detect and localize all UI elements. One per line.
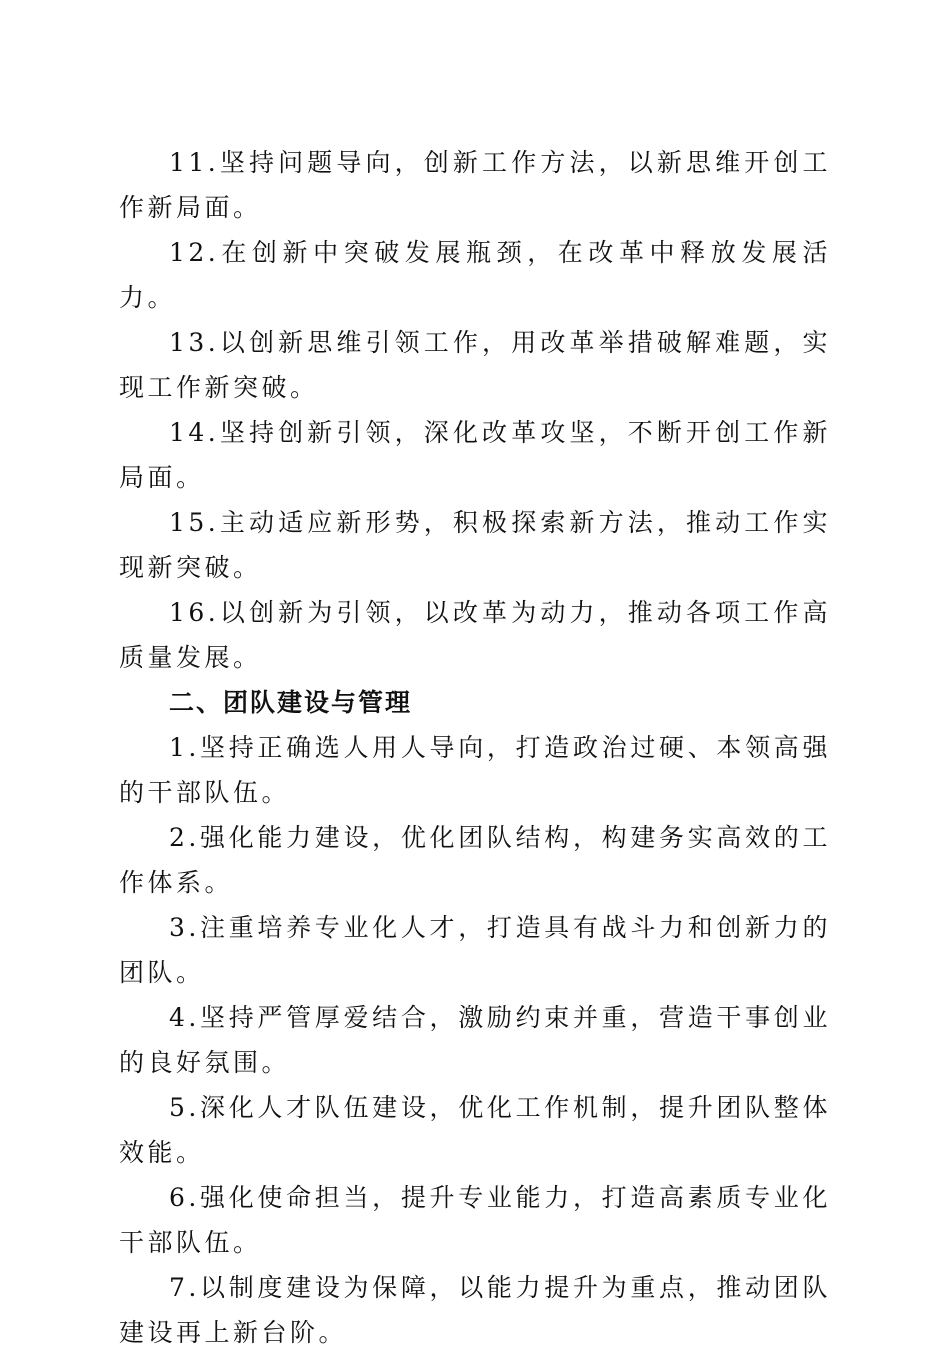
list-item: 2.强化能力建设，优化团队结构，构建务实高效的工作体系。 xyxy=(119,823,831,897)
list-item: 6.强化使命担当，提升专业能力，打造高素质专业化干部队伍。 xyxy=(119,1183,831,1257)
list-item: 4.坚持严管厚爱结合，激励约束并重，营造干事创业的良好氛围。 xyxy=(119,1003,831,1077)
list-item: 12.在创新中突破发展瓶颈，在改革中释放发展活力。 xyxy=(119,238,831,312)
list-item: 15.主动适应新形势，积极探索新方法，推动工作实现新突破。 xyxy=(119,508,831,582)
document-body xyxy=(119,140,831,1355)
list-item: 7.以制度建设为保障，以能力提升为重点，推动团队建设再上新台阶。 xyxy=(119,1273,831,1347)
list-item: 13.以创新思维引领工作，用改革举措破解难题，实现工作新突破。 xyxy=(119,328,831,402)
list-item: 5.深化人才队伍建设，优化工作机制，提升团队整体效能。 xyxy=(119,1093,831,1167)
section-heading: 二、团队建设与管理 xyxy=(169,688,413,717)
list-item: 1.坚持正确选人用人导向，打造政治过硬、本领高强的干部队伍。 xyxy=(119,733,831,807)
list-item: 14.坚持创新引领，深化改革攻坚，不断开创工作新局面。 xyxy=(119,418,831,492)
list-item: 11.坚持问题导向，创新工作方法，以新思维开创工作新局面。 xyxy=(119,148,831,222)
list-item: 16.以创新为引领，以改革为动力，推动各项工作高质量发展。 xyxy=(119,598,831,672)
list-item: 3.注重培养专业化人才，打造具有战斗力和创新力的团队。 xyxy=(119,913,831,987)
